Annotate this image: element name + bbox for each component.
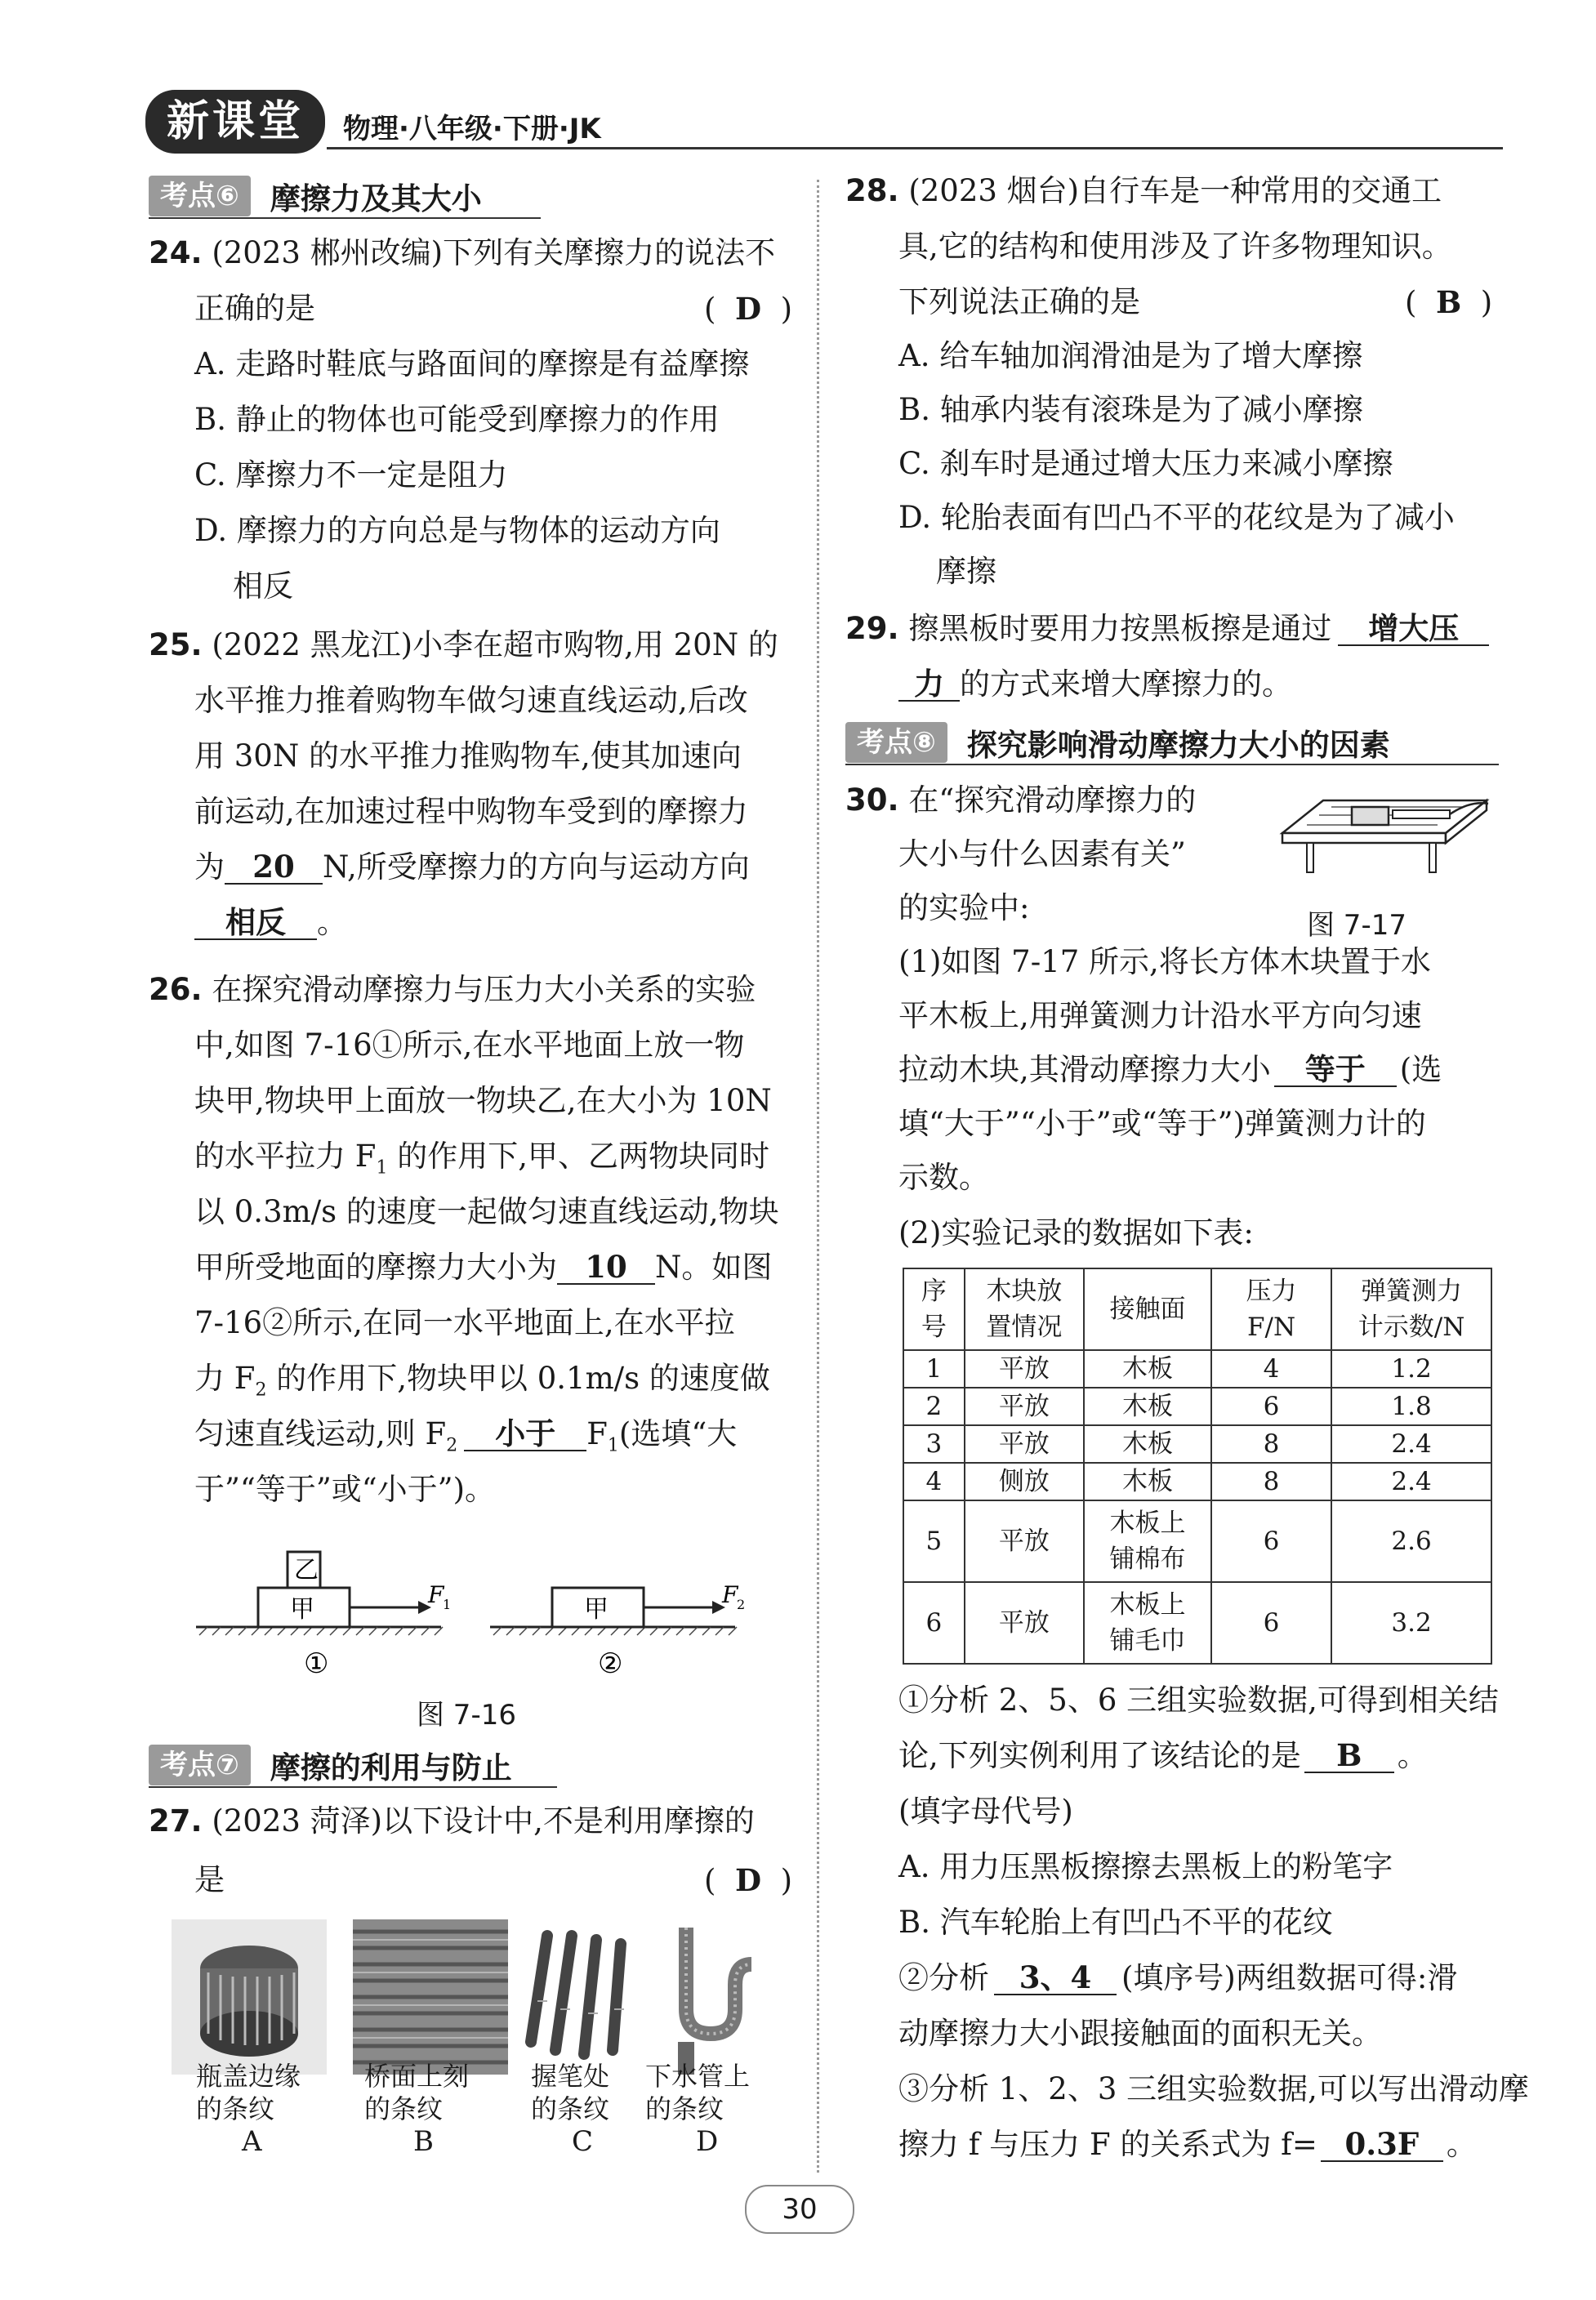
- q30-line1: [845, 782, 1196, 818]
- q26-line3: 块甲,物块甲上面放一物块乙,在大小为 10N: [194, 1083, 772, 1118]
- header-subtitle: 物理·八年级·下册·JK: [343, 113, 601, 145]
- q26-line4-sub: 1: [376, 1157, 388, 1179]
- q25-blank-2: 相反: [194, 906, 317, 940]
- q30-part1-a: (1)如图 7-17 所示,将长方体木块置于水: [898, 944, 1431, 979]
- q25-line5-a: 为: [194, 849, 225, 885]
- q30-part1-e: 示数。: [898, 1160, 989, 1195]
- q26-line9-b: F: [586, 1416, 608, 1451]
- fig716-label-1: ①: [304, 1647, 329, 1680]
- q30-sub2-a: [898, 1960, 1457, 1996]
- q30-part1-b: 平木板上,用弹簧测力计沿水平方向匀速: [898, 998, 1422, 1033]
- q30-data-table: [903, 1268, 1492, 1665]
- q27-caption-c1: 握笔处: [531, 2061, 610, 2092]
- topic-7-badge: 考点⑦: [149, 1745, 251, 1785]
- q27-line1: [149, 1803, 755, 1839]
- q27-stem-1: (2023 菏泽)以下设计中,不是利用摩擦的: [212, 1803, 755, 1839]
- q28-option-b: B. 轴承内装有滚珠是为了减小摩擦: [898, 392, 1363, 427]
- q30-sub3-b-tail: 。: [1446, 2127, 1477, 2162]
- q28-option-a: A. 给车轴加润滑油是为了增大摩擦: [898, 338, 1363, 373]
- q26-stem-1: 在探究滑动摩擦力与压力大小关系的实验: [212, 972, 756, 1007]
- topic-7-header: [149, 1745, 512, 1785]
- q26-line7: 7-16②所示,在同一水平地面上,在水平拉: [194, 1305, 735, 1340]
- table-header-index: 序 号: [903, 1268, 965, 1350]
- q27-caption-a1: 瓶盖边缘: [196, 2061, 301, 2092]
- q30-line2: 大小与什么因素有关”: [898, 836, 1186, 871]
- q30-part1-c: [898, 1052, 1442, 1088]
- q26-line6-a: 甲所受地面的摩擦力大小为: [194, 1250, 557, 1285]
- q30-sub3-b: [898, 2127, 1477, 2163]
- q30-part2: (2)实验记录的数据如下表:: [898, 1215, 1254, 1250]
- q26-line2: 中,如图 7-16①所示,在水平地面上放一物: [194, 1027, 745, 1063]
- q30-sub1-b-text: 论,下列实例利用了该结论的是: [898, 1738, 1301, 1773]
- q27-image-d: [662, 1919, 768, 2075]
- header-logo: [145, 90, 325, 154]
- q30-sub1-b: [898, 1738, 1428, 1774]
- q25-line1: [149, 627, 778, 663]
- q30-sub2-a-tail: (填序号)两组数据可得:滑: [1121, 1960, 1458, 1995]
- q26-line6: [194, 1250, 772, 1286]
- table-row: 1 平放 木板 4 1.2: [903, 1350, 1491, 1388]
- q30-stem-1: 在“探究滑动摩擦力的: [908, 782, 1197, 818]
- q27-image-a: [172, 1919, 327, 2075]
- q25-number: 25.: [149, 627, 203, 662]
- q30-blank-1: 等于: [1274, 1053, 1397, 1087]
- table-row: 4 侧放 木板 8 2.4: [903, 1463, 1491, 1500]
- q28-answer: ( B ): [1405, 284, 1493, 320]
- q30-sub1-option-b: B. 汽车轮胎上有凹凸不平的花纹: [898, 1905, 1333, 1940]
- q27-line2: 是: [194, 1862, 225, 1897]
- q30-sub1-b-tail: 。: [1397, 1738, 1428, 1773]
- q27-image-b: [353, 1919, 508, 2075]
- table-row: 6 平放 木板上 铺毛巾 6 3.2: [903, 1582, 1491, 1664]
- q28-answer-value: B: [1435, 284, 1462, 320]
- q30-line3: 的实验中:: [898, 890, 1030, 925]
- q27-caption-b1: 桥面上刻: [364, 2061, 470, 2092]
- q28-option-c: C. 刹车时是通过增大压力来减小摩擦: [898, 446, 1393, 481]
- q27-number: 27.: [149, 1803, 203, 1839]
- q27-caption-bl: B: [413, 2125, 434, 2158]
- q27-image-c: [515, 1919, 662, 2075]
- q30-part1-c-text: 拉动木块,其滑动摩擦力大小: [898, 1052, 1271, 1087]
- table-header-placement: 木块放 置情况: [965, 1268, 1084, 1350]
- q26-line4-a: 的水平拉力 F: [194, 1139, 377, 1174]
- q28-line2: 具,它的结构和使用涉及了许多物理知识。: [898, 229, 1452, 264]
- q27-caption-a2: 的条纹: [196, 2093, 275, 2124]
- q30-sub3-a: ③分析 1、2、3 三组实验数据,可以写出滑动摩: [898, 2071, 1529, 2106]
- q27-caption-cl: C: [572, 2125, 594, 2158]
- logo-text: 新课堂: [166, 97, 304, 146]
- q27-caption-b2: 的条纹: [364, 2093, 444, 2124]
- q29-blank-1a: 增大压: [1338, 612, 1489, 646]
- q26-line6-b: N。如图: [655, 1250, 773, 1285]
- q26-line8-b: 的作用下,物块甲以 0.1m/s 的速度做: [266, 1361, 770, 1396]
- q26-line10: 于”“等于”或“小于”)。: [194, 1472, 496, 1507]
- q30-blank-4: 0.3F: [1321, 2128, 1443, 2162]
- q24-stem-2: 正确的是: [194, 291, 315, 326]
- q29-number: 29.: [845, 611, 899, 646]
- q26-line4: [194, 1139, 769, 1186]
- q26-line4-b: 的作用下,甲、乙两物块同时: [387, 1139, 769, 1174]
- q29-line2: [898, 666, 1292, 702]
- fig716-block-b: 乙: [294, 1556, 319, 1585]
- q30-part1-d: 填“大于”“小于”或“等于”)弹簧测力计的: [898, 1106, 1426, 1141]
- q26-line8-sub: 2: [255, 1380, 267, 1401]
- q24-answer-value: D: [734, 291, 762, 327]
- topic-6-rule: [149, 217, 541, 219]
- fig716-part1: [196, 1552, 451, 1680]
- q26-line1: [149, 972, 756, 1008]
- fig716-part2: [490, 1581, 745, 1680]
- fig716-block-a1: 甲: [290, 1595, 314, 1624]
- figure-7-16: [188, 1536, 760, 1691]
- q27-caption-d2: 的条纹: [645, 2093, 724, 2124]
- q25-line5-b: N,所受摩擦力的方向与运动方向: [323, 849, 750, 885]
- q27-answer-value: D: [734, 1862, 762, 1898]
- topic-6-header: [149, 176, 482, 216]
- q30-number: 30.: [845, 782, 899, 818]
- q26-line9: [194, 1416, 737, 1464]
- q25-stem-1: (2022 黑龙江)小李在超市购物,用 20N 的: [212, 627, 778, 662]
- q24-option-c: C. 摩擦力不一定是阻力: [194, 457, 508, 493]
- table-row: 2 平放 木板 6 1.8: [903, 1388, 1491, 1425]
- page-number-badge: [745, 2185, 854, 2234]
- q26-line5: 以 0.3m/s 的速度一起做匀速直线运动,物块: [194, 1194, 779, 1229]
- fig716-force-2: F: [722, 1581, 738, 1608]
- q30-sub1-c: (填字母代号): [898, 1794, 1073, 1829]
- q30-sub1-option-a: A. 用力压黑板擦擦去黑板上的粉笔字: [898, 1849, 1393, 1884]
- fig716-label-2: ②: [598, 1647, 623, 1680]
- q24-option-a: A. 走路时鞋底与路面间的摩擦是有益摩擦: [194, 346, 750, 381]
- topic-7-rule: [149, 1786, 557, 1788]
- q25-line6: [194, 905, 347, 941]
- topic-6-title: 摩擦力及其大小: [270, 181, 482, 216]
- fig716-force-1: F: [428, 1581, 444, 1608]
- topic-8-header: [845, 722, 1390, 763]
- fig716-force-2-sub: 2: [737, 1597, 746, 1612]
- q26-number: 26.: [149, 972, 203, 1007]
- table-row: 5 平放 木板上 铺棉布 6 2.6: [903, 1500, 1491, 1582]
- q26-line8-a: 力 F: [194, 1361, 256, 1396]
- q27-caption-d1: 下水管上: [645, 2061, 751, 2092]
- q27-caption-al: A: [242, 2125, 262, 2158]
- q30-sub1-a: ①分析 2、5、6 三组实验数据,可得到相关结: [898, 1683, 1499, 1718]
- table-header-pressure: 压力 F/N: [1211, 1268, 1331, 1350]
- q26-line8: [194, 1361, 770, 1408]
- q30-sub2-a-text: ②分析: [898, 1960, 989, 1995]
- q26-blank-2: 小于: [464, 1417, 586, 1451]
- table-header-reading: 弹簧测力 计示数/N: [1331, 1268, 1491, 1350]
- q25-blank-1: 20: [225, 850, 323, 885]
- page-number: 30: [782, 2193, 818, 2226]
- figure-7-17: [1274, 784, 1503, 874]
- q30-sub2-b: 动摩擦力大小跟接触面的面积无关。: [898, 2016, 1382, 2051]
- q29-line2-b: 的方式来增大摩擦力的。: [960, 666, 1292, 702]
- q29-line1: [845, 611, 1489, 647]
- q28-stem-1: (2023 烟台)自行车是一种常用的交通工: [908, 173, 1442, 208]
- topic-8-title: 探究影响滑动摩擦力大小的因素: [966, 728, 1390, 763]
- q24-option-b: B. 静止的物体也可能受到摩擦力的作用: [194, 402, 720, 437]
- q25-line4: 前运动,在加速过程中购物车受到的摩擦力: [194, 794, 748, 829]
- q24-line1: [149, 235, 775, 271]
- topic-8-badge: 考点⑧: [845, 722, 947, 763]
- figure-7-17-caption: 图 7-17: [1307, 909, 1407, 942]
- q24-line2: [194, 291, 315, 327]
- q27-caption-c2: 的条纹: [531, 2093, 610, 2124]
- fig716-block-a2: 甲: [584, 1595, 609, 1624]
- topic-6-badge: 考点⑥: [149, 176, 251, 216]
- q29-blank-1b: 力: [898, 667, 960, 702]
- q27-caption-dl: D: [696, 2125, 719, 2158]
- table-header-row: [903, 1268, 1491, 1350]
- q28-number: 28.: [845, 173, 899, 208]
- table-header-surface: 接触面: [1084, 1268, 1211, 1350]
- q28-line1: [845, 173, 1442, 209]
- q28-option-d2: 摩擦: [936, 554, 996, 589]
- q25-line3: 用 30N 的水平推力推购物车,使其加速向: [194, 738, 742, 773]
- q26-line9-sub: 2: [446, 1435, 458, 1456]
- q25-line5: [194, 849, 750, 885]
- column-divider: [817, 180, 819, 2173]
- q26-line9-sub2: 1: [607, 1435, 619, 1456]
- q24-stem-1: (2023 郴州改编)下列有关摩擦力的说法不: [212, 235, 776, 270]
- q30-blank-2: B: [1304, 1739, 1394, 1773]
- q25-line2: 水平推力推着购物车做匀速直线运动,后改: [194, 683, 748, 718]
- q29-stem-1: 擦黑板时要用力按黑板擦是通过: [908, 611, 1332, 646]
- q30-blank-3: 3、4: [994, 1961, 1117, 1995]
- fig716-force-1-sub: 1: [443, 1597, 452, 1612]
- q24-number: 24.: [149, 235, 203, 270]
- topic-8-rule: [845, 764, 1499, 765]
- q24-answer: ( D ): [704, 291, 793, 327]
- q26-blank-1: 10: [557, 1250, 655, 1285]
- q26-line9-a: 匀速直线运动,则 F: [194, 1416, 447, 1451]
- q27-answer: ( D ): [704, 1862, 793, 1898]
- q28-line3: 下列说法正确的是: [898, 284, 1140, 319]
- table-row: 3 平放 木板 8 2.4: [903, 1425, 1491, 1463]
- header-rule: [327, 147, 1503, 149]
- figure-7-16-caption: 图 7-16: [417, 1699, 516, 1732]
- q30-sub3-b-text: 擦力 f 与压力 F 的关系式为 f=: [898, 2127, 1317, 2162]
- q26-line9-c: (选填“大: [618, 1416, 738, 1451]
- q24-option-d2: 相反: [233, 568, 293, 604]
- topic-7-title: 摩擦的利用与防止: [270, 1750, 512, 1785]
- q25-line6-b: 。: [317, 905, 347, 940]
- q28-option-d1: D. 轮胎表面有凹凸不平的花纹是为了减小: [898, 500, 1455, 535]
- q24-option-d1: D. 摩擦力的方向总是与物体的运动方向: [194, 513, 720, 548]
- q30-part1-c-tail: (选: [1399, 1052, 1442, 1087]
